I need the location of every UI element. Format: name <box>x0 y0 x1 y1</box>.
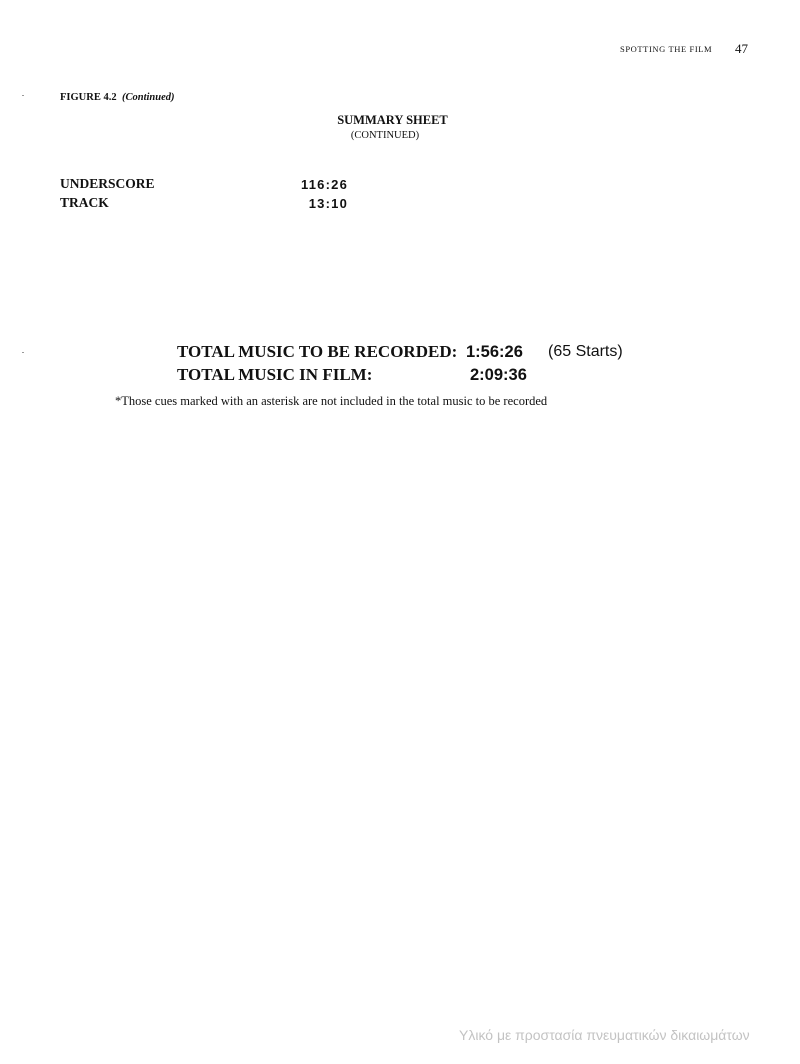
total-recorded-value: 1:56:26 <box>466 343 523 361</box>
row-value-track: 13:10 <box>308 196 348 211</box>
footnote: *Those cues marked with an asterisk are not included in the total music to be recorded <box>115 394 548 408</box>
running-head: SPOTTING THE FILM <box>620 44 713 54</box>
total-in-film-label: TOTAL MUSIC IN FILM: <box>177 365 373 384</box>
total-recorded-label: TOTAL MUSIC TO BE RECORDED: <box>177 342 458 361</box>
scan-speck <box>22 352 24 353</box>
page-number: 47 <box>735 41 748 56</box>
row-label-track: TRACK <box>60 195 109 210</box>
scan-speck <box>22 95 24 96</box>
summary-sheet-title: SUMMARY SHEET <box>337 113 448 127</box>
total-in-film-value: 2:09:36 <box>470 366 527 384</box>
copyright-watermark: Υλικό με προστασία πνευματικών δικαιωμάτων <box>459 1027 750 1043</box>
summary-sheet-subtitle: (CONTINUED) <box>350 130 420 141</box>
row-label-underscore: UNDERSCORE <box>60 176 155 191</box>
figure-label: FIGURE 4.2 <box>60 92 117 103</box>
row-value-underscore: 116:26 <box>301 177 348 192</box>
figure-continued: (Continued) <box>122 92 175 103</box>
total-recorded-starts: (65 Starts) <box>548 343 623 360</box>
